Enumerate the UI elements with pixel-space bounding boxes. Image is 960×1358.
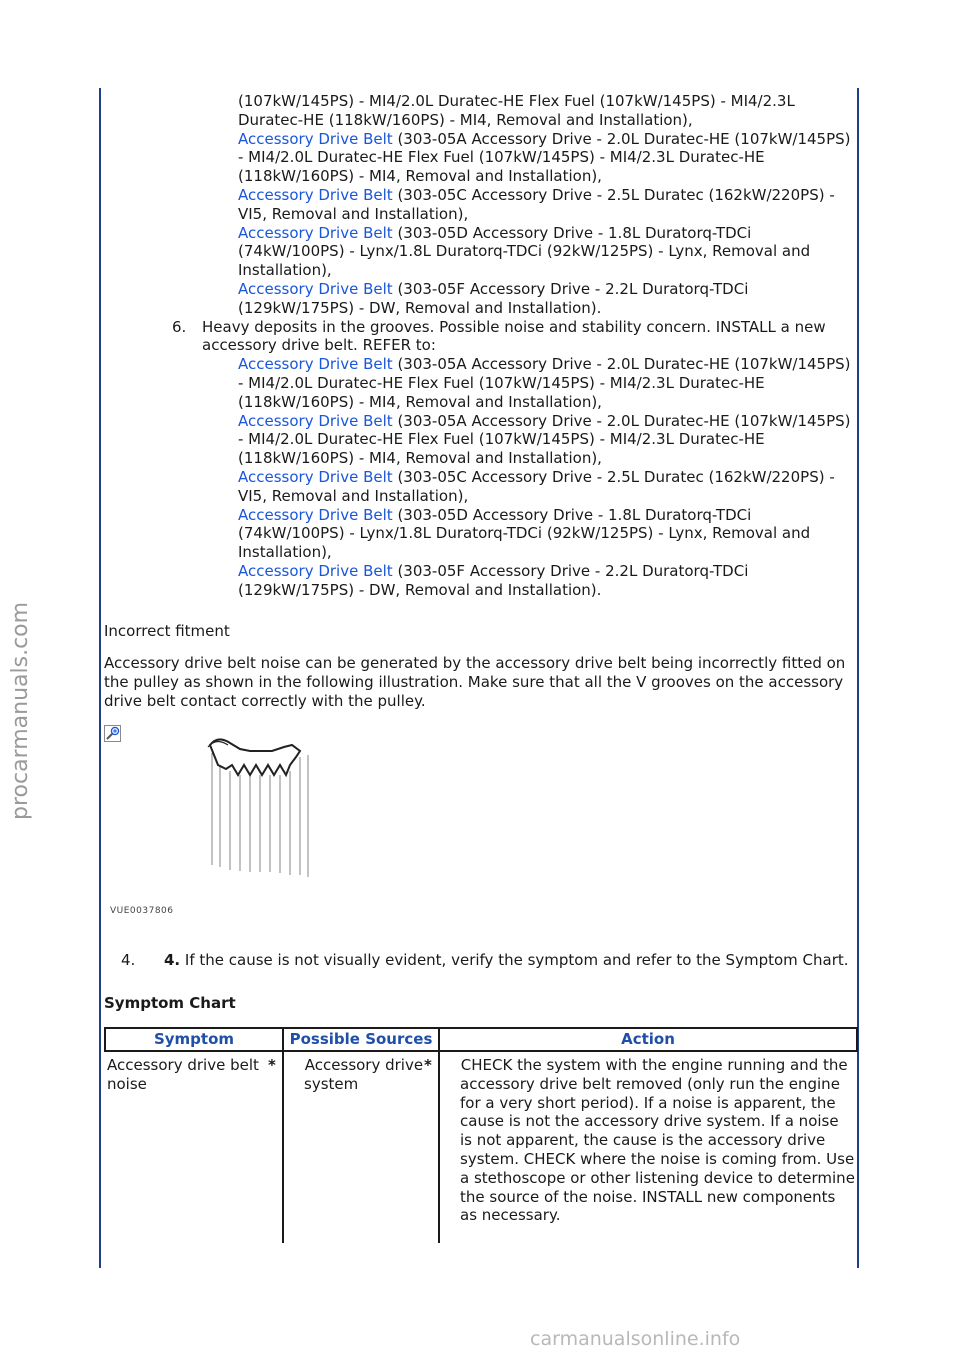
page-frame-left xyxy=(99,88,101,1268)
reference-item xyxy=(238,412,854,468)
accessory-drive-belt-link[interactable]: Accessory Drive Belt xyxy=(238,185,393,204)
step-text: If the cause is not visually evident, verify the symptom and refer to the Symptom Chart. xyxy=(180,950,849,969)
step-4 xyxy=(104,951,854,970)
reference-item xyxy=(238,506,854,562)
reference-text: (107kW/145PS) - MI4/2.0L Duratec-HE Flex Fuel (107kW/145PS) - MI4/2.3L Duratec-HE (118kW/160PS) - MI4, Removal and Installation), xyxy=(238,92,795,129)
accessory-drive-belt-link[interactable]: Accessory Drive Belt xyxy=(238,411,393,430)
reference-text: (303-05D Accessory Drive - 1.8L Duratorq-TDCi (74kW/100PS) - Lynx/1.8L Duratorq-TDCi (92kW/125PS) - Lynx, Removal and Installation), xyxy=(238,505,811,562)
incorrect-fitment-heading: Incorrect fitment xyxy=(104,621,230,640)
accessory-drive-belt-link[interactable]: Accessory Drive Belt xyxy=(238,355,393,374)
reference-item xyxy=(238,224,854,280)
reference-text: (303-05D Accessory Drive - 1.8L Duratorq-TDCi (74kW/100PS) - Lynx/1.8L Duratorq-TDCi (92kW/125PS) - Lynx, Removal and Installation), xyxy=(238,223,811,280)
step-6-reference-list xyxy=(238,355,854,599)
document-body xyxy=(104,92,854,1243)
table-header-row xyxy=(105,1028,857,1051)
reference-text: (303-05A Accessory Drive - 2.0L Duratec-HE (107kW/145PS) - MI4/2.0L Duratec-HE Flex Fuel (107kW/145PS) - MI4/2.3L Duratec-HE (118kW/160PS) - MI4, Removal and Installation), xyxy=(238,355,851,411)
symptom-chart-table xyxy=(104,1027,858,1243)
accessory-drive-belt-link[interactable]: Accessory Drive Belt xyxy=(238,279,393,298)
top-reference-list xyxy=(238,92,854,318)
bullet: * xyxy=(424,1056,432,1075)
step-text: Heavy deposits in the grooves. Possible noise and stability concern. INSTALL a new accessory drive belt. REFER to: xyxy=(202,317,826,355)
accessory-drive-belt-link[interactable]: Accessory Drive Belt xyxy=(238,561,393,580)
reference-text: (303-05F Accessory Drive - 2.2L Duratorq-TDCi (129kW/175PS) - DW, Removal and Installation). xyxy=(238,561,749,599)
accessory-drive-belt-link[interactable]: Accessory Drive Belt xyxy=(238,505,393,524)
accessory-drive-belt-link[interactable]: Accessory Drive Belt xyxy=(238,129,393,148)
fitment-paragraph: Accessory drive belt noise can be generated by the accessory drive belt being incorrectly fitted on the pulley as shown in the following illustration. Make sure that all the V grooves on the accessory drive belt contact correctly with the pulley. xyxy=(104,654,846,710)
reference-text: (303-05F Accessory Drive - 2.2L Duratorq-TDCi (129kW/175PS) - DW, Removal and Installation). xyxy=(238,279,749,317)
column-header-action: Action xyxy=(439,1028,857,1051)
symptom-chart-heading: Symptom Chart xyxy=(104,993,236,1012)
bullet: * xyxy=(268,1056,276,1075)
reference-text: (303-05C Accessory Drive - 2.5L Duratec (162kW/220PS) - VI5, Removal and Installation), xyxy=(238,185,835,223)
reference-text: (303-05A Accessory Drive - 2.0L Duratec-HE (107kW/145PS) - MI4/2.0L Duratec-HE Flex Fuel (107kW/145PS) - MI4/2.3L Duratec-HE (118kW/160PS) - MI4, Removal and Installation), xyxy=(238,129,851,186)
belt-pulley-drawing xyxy=(200,735,320,885)
reference-item xyxy=(238,92,854,130)
belt-illustration xyxy=(104,725,854,915)
accessory-drive-belt-link[interactable]: Accessory Drive Belt xyxy=(238,467,393,486)
reference-text: (303-05A Accessory Drive - 2.0L Duratec-HE (107kW/145PS) - MI4/2.0L Duratec-HE Flex Fuel (107kW/145PS) - MI4/2.3L Duratec-HE (118kW/160PS) - MI4, Removal and Installation), xyxy=(238,411,851,468)
reference-item xyxy=(238,130,854,186)
accessory-drive-belt-link[interactable]: Accessory Drive Belt xyxy=(238,223,393,242)
source-text: Accessory drive system xyxy=(304,1056,424,1093)
bottom-watermark: carmanualsonline.info xyxy=(530,1328,741,1350)
step-number: 4. xyxy=(121,950,136,969)
reference-text: (303-05C Accessory Drive - 2.5L Duratec (162kW/220PS) - VI5, Removal and Installation), xyxy=(238,467,835,505)
table-row xyxy=(105,1051,857,1243)
side-watermark: procarmanuals.com xyxy=(8,601,33,820)
reference-item xyxy=(238,562,854,600)
symptom-cell: Accessory drive belt noise xyxy=(107,1056,259,1093)
possible-source-cell xyxy=(268,1051,439,1243)
action-text: CHECK the system with the engine running and the accessory drive belt removed (only run the engine for a very short period). If a noise is apparent, the cause is not the accessory drive system. If a noise is not apparent, the cause is the accessory drive system. CHECK where the noise is coming from. Use a stethoscope or other listening device to determine the source of the noise. INSTALL new components as necessary. xyxy=(460,1056,855,1225)
reference-item xyxy=(238,468,854,506)
step-6 xyxy=(104,318,854,356)
action-cell xyxy=(424,1051,857,1243)
column-header-symptom: Symptom xyxy=(105,1028,283,1051)
column-header-possible-sources: Possible Sources xyxy=(283,1028,439,1051)
reference-item xyxy=(238,186,854,224)
figure-id-label: VUE0037806 xyxy=(110,905,174,916)
reference-item xyxy=(238,280,854,318)
step-bold-number: 4. xyxy=(164,950,181,969)
zoom-icon[interactable] xyxy=(104,725,121,742)
step-number: 6. xyxy=(172,317,187,336)
reference-item xyxy=(238,355,854,411)
